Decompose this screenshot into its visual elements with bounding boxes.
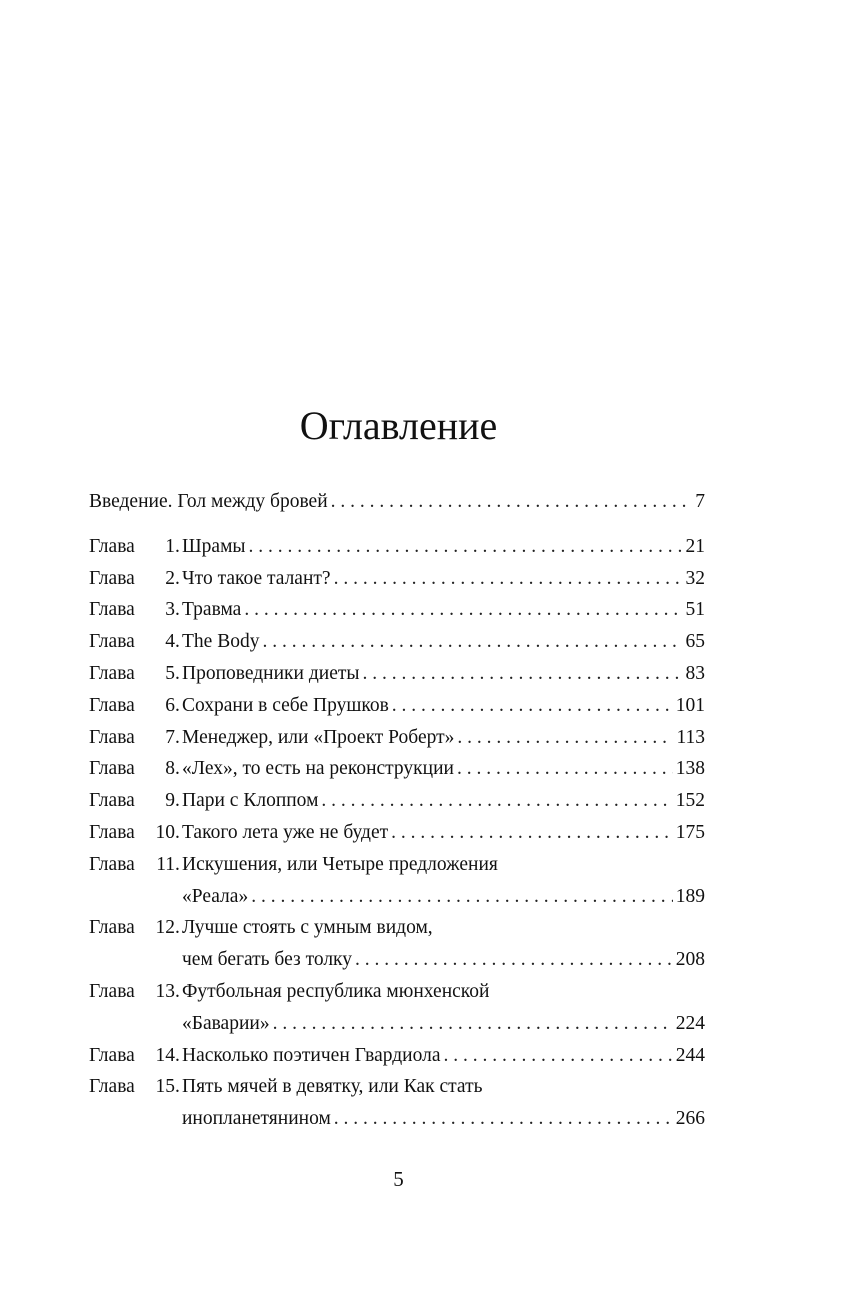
chapter-word: Глава — [89, 758, 135, 780]
toc-entry-title: чем бегать без толку — [182, 949, 353, 971]
chapter-number: 9 — [165, 790, 175, 812]
chapter-number: 5 — [165, 662, 175, 684]
chapter-number: 11 — [156, 853, 175, 875]
chapter-word: Глава — [89, 821, 135, 843]
toc-entry-title: Такого лета уже не будет — [182, 821, 389, 843]
toc-entry-chapter-13[interactable] — [89, 976, 705, 1008]
toc-entry-chapter-10[interactable] — [89, 817, 705, 849]
toc-entry-title: Травма — [182, 599, 242, 621]
table-of-contents — [89, 486, 705, 1135]
dot-leader — [331, 486, 693, 518]
chapter-number-dot: . — [175, 631, 180, 653]
toc-entry-title: Менеджер, или «Проект Роберт» — [182, 726, 455, 748]
dot-leader — [334, 563, 683, 595]
chapter-word: Глава — [89, 567, 135, 589]
chapter-number: 2 — [165, 567, 175, 589]
chapter-number: 4 — [165, 631, 175, 653]
toc-entry-title: Проповедники диеты — [182, 662, 360, 684]
chapter-word: Глава — [89, 535, 135, 557]
toc-entry-title: Искушения, или Четыре предложения — [182, 853, 498, 875]
toc-entry-page: 65 — [685, 631, 705, 653]
chapter-list — [89, 531, 705, 1135]
chapter-number: 15 — [155, 1076, 175, 1098]
toc-entry-chapter-5[interactable] — [89, 658, 705, 690]
chapter-number-dot: . — [175, 535, 180, 557]
toc-entry-introduction[interactable] — [89, 486, 705, 518]
toc-entry-page: 113 — [676, 726, 705, 748]
chapter-number: 8 — [165, 758, 175, 780]
toc-entry-chapter-3[interactable] — [89, 594, 705, 626]
dot-leader — [249, 531, 683, 563]
toc-entry-title: Что такое талант? — [182, 567, 331, 589]
chapter-number: 12 — [155, 917, 175, 939]
chapter-word: Глава — [89, 790, 135, 812]
dot-leader — [273, 1008, 673, 1040]
toc-entry-page: 7 — [695, 491, 705, 512]
chapter-word: Глава — [89, 853, 135, 875]
toc-entry-chapter-15[interactable] — [89, 1071, 705, 1103]
dot-leader — [457, 753, 673, 785]
dot-leader — [362, 658, 682, 690]
toc-entry-title: Введение. Гол между бровей — [89, 491, 328, 512]
dot-leader — [391, 817, 673, 849]
toc-entry-page: 208 — [675, 949, 705, 971]
toc-entry-page: 51 — [685, 599, 705, 621]
chapter-number-dot: . — [175, 758, 180, 780]
chapter-number-dot: . — [175, 980, 180, 1002]
toc-entry-chapter-9[interactable] — [89, 785, 705, 817]
toc-entry-page: 101 — [675, 694, 705, 716]
toc-entry-title: Пари с Клоппом — [182, 790, 319, 812]
toc-entry-continuation[interactable] — [89, 944, 705, 976]
dot-leader — [321, 785, 672, 817]
chapter-word: Глава — [89, 631, 135, 653]
chapter-word: Глава — [89, 1044, 135, 1066]
toc-entry-chapter-11[interactable] — [89, 849, 705, 881]
chapter-word: Глава — [89, 694, 135, 716]
chapter-word: Глава — [89, 726, 135, 748]
toc-entry-title: «Реала» — [182, 885, 249, 907]
toc-entry-title: Сохрани в себе Прушков — [182, 694, 389, 716]
dot-leader — [457, 722, 673, 754]
toc-entry-chapter-7[interactable] — [89, 722, 705, 754]
toc-entry-chapter-6[interactable] — [89, 690, 705, 722]
chapter-number: 14 — [155, 1044, 175, 1066]
toc-entry-page: 175 — [675, 821, 705, 843]
toc-entry-title: Футбольная республика мюнхенской — [182, 980, 490, 1002]
dot-leader — [392, 690, 673, 722]
chapter-word: Глава — [89, 662, 135, 684]
toc-entry-page: 224 — [675, 1012, 705, 1034]
chapter-number-dot: . — [175, 1076, 180, 1098]
chapter-number-dot: . — [175, 726, 180, 748]
toc-entry-page: 138 — [675, 758, 705, 780]
chapter-number-dot: . — [175, 567, 180, 589]
chapter-number-dot: . — [175, 853, 180, 875]
chapter-word: Глава — [89, 599, 135, 621]
dot-leader — [334, 1103, 673, 1135]
toc-entry-title: Шрамы — [182, 535, 246, 557]
dot-leader — [444, 1040, 673, 1072]
toc-entry-continuation[interactable] — [89, 1008, 705, 1040]
toc-entry-title: «Баварии» — [182, 1012, 270, 1034]
toc-entry-continuation[interactable] — [89, 1103, 705, 1135]
toc-entry-title: инопланетянином — [182, 1108, 331, 1130]
chapter-number: 13 — [155, 980, 175, 1002]
toc-entry-title: Пять мячей в девятку, или Как стать — [182, 1076, 483, 1098]
toc-entry-chapter-2[interactable] — [89, 563, 705, 595]
chapter-number: 10 — [155, 821, 175, 843]
chapter-number-dot: . — [175, 821, 180, 843]
chapter-number: 1 — [165, 535, 175, 557]
dot-leader — [262, 626, 682, 658]
toc-entry-chapter-12[interactable] — [89, 912, 705, 944]
chapter-number-dot: . — [175, 599, 180, 621]
chapter-number-dot: . — [175, 917, 180, 939]
chapter-number-dot: . — [175, 662, 180, 684]
toc-entry-title: The Body — [182, 631, 260, 653]
toc-entry-chapter-1[interactable] — [89, 531, 705, 563]
toc-entry-chapter-14[interactable] — [89, 1040, 705, 1072]
toc-entry-page: 266 — [675, 1108, 705, 1130]
page-number: 5 — [393, 1167, 404, 1191]
toc-entry-page: 152 — [675, 790, 705, 812]
chapter-word: Глава — [89, 980, 135, 1002]
chapter-word: Глава — [89, 917, 135, 939]
toc-entry-title: Лучше стоять с умным видом, — [182, 917, 433, 939]
toc-entry-page: 83 — [685, 662, 705, 684]
chapter-number: 7 — [165, 726, 175, 748]
dot-leader — [244, 594, 682, 626]
toc-entry-continuation[interactable] — [89, 881, 705, 913]
toc-entry-page: 32 — [685, 567, 705, 589]
toc-entry-page: 244 — [675, 1044, 705, 1066]
toc-entry-page: 21 — [685, 535, 705, 557]
toc-entry-chapter-4[interactable] — [89, 626, 705, 658]
chapter-number-dot: . — [175, 694, 180, 716]
toc-entry-page: 189 — [675, 885, 705, 907]
dot-leader — [355, 944, 673, 976]
chapter-number: 3 — [165, 599, 175, 621]
dot-leader — [251, 881, 673, 913]
toc-entry-title: «Лех», то есть на реконструкции — [182, 758, 454, 780]
page-title: Оглавление — [299, 403, 498, 448]
toc-entry-chapter-8[interactable] — [89, 753, 705, 785]
chapter-number: 6 — [165, 694, 175, 716]
chapter-word: Глава — [89, 1076, 135, 1098]
toc-entry-title: Насколько поэтичен Гвардиола — [182, 1044, 441, 1066]
chapter-number-dot: . — [175, 790, 180, 812]
chapter-number-dot: . — [175, 1044, 180, 1066]
